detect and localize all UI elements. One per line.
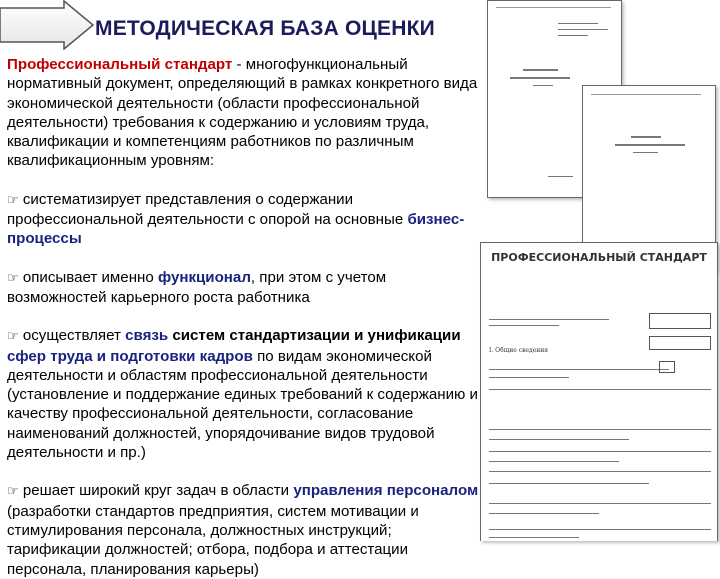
doc-preview-heading: ПРОФЕССИОНАЛЬНЫЙ СТАНДАРТ [491, 251, 707, 264]
intro-term: Профессиональный стандарт [7, 56, 233, 73]
bullet-item: ☞ осуществляет связь систем стандартизации и унификации сфер труда и подготовки кадров по видам экономической деятельности и областям профессиональной деятельности (установление и поддержание единых требований к содержанию и качеству профессиональной деятельности, согласование наименований должностей, упорядочивание видов трудовой деятельности и пр.) [7, 327, 478, 462]
doc-preview-section: I. Общие сведения [489, 347, 549, 354]
pointing-hand-icon: ☞ [7, 484, 19, 500]
arrow-decoration [0, 0, 95, 50]
bullet-item: ☞ описывает именно функционал, при этом с учетом возможностей карьерного роста работника [7, 268, 387, 306]
pointing-hand-icon: ☞ [7, 192, 19, 208]
body-text [7, 55, 483, 579]
intro-paragraph: Профессиональный стандарт - многофункциональный нормативный документ, определяющий в рамках конкретного вида экономической деятельности (области профессиональной деятельности) требования к содержанию и условиям труда, квалификации и компетенциям работников по различным квалификационным уровням: [7, 56, 478, 170]
pointing-hand-icon: ☞ [7, 270, 19, 286]
pointing-hand-icon: ☞ [7, 329, 19, 345]
bullet-item: ☞ систематизирует представления о содержании профессиональной деятельности с опорой на основные бизнес-процессы [7, 190, 465, 248]
bullet-item: ☞ решает широкий круг задач в области управления персоналом (разработки стандартов предприятия, систем мотивации и стимулирования персонала, должностных инструкций; тарификации должностей; отбора, подбора и аттестации персонала, планирования карьеры) [7, 482, 479, 578]
document-preview [480, 242, 718, 541]
page-title: МЕТОДИЧЕСКАЯ БАЗА ОЦЕНКИ [95, 17, 435, 40]
